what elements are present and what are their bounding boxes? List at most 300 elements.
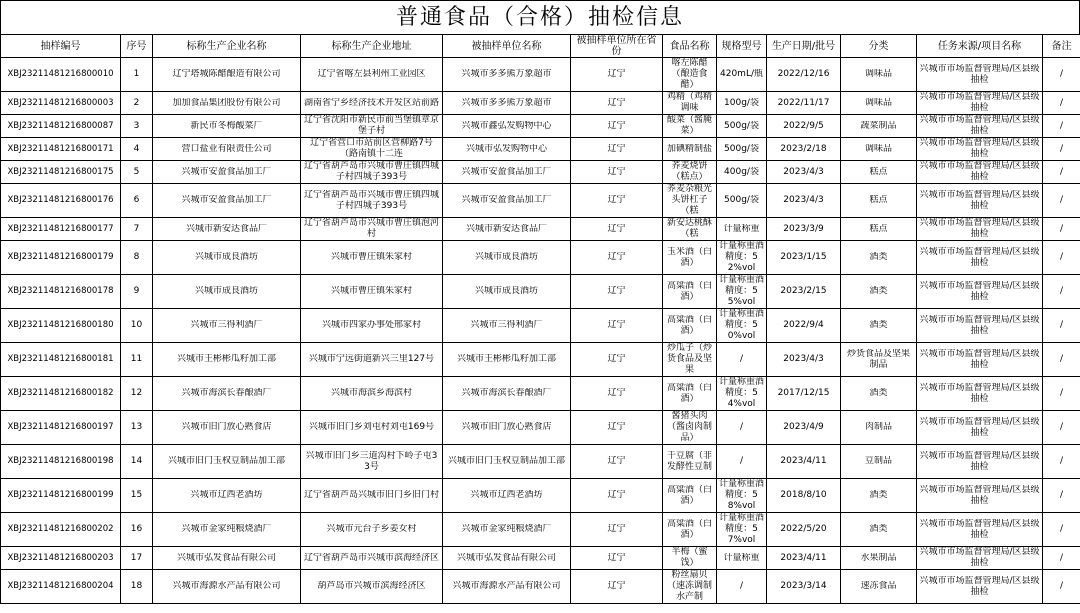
- cell-remarks: [1043, 343, 1080, 377]
- cell-task-source: [917, 161, 1043, 184]
- cell-category: [841, 343, 917, 377]
- cell-text: 辽宁省葫芦岛兴城市旧门乡旧门村: [303, 490, 439, 500]
- cell-sampled-unit-name: [443, 411, 571, 445]
- cell-text: 炒货食品及坚果制品: [846, 348, 910, 370]
- cell-specification: [717, 218, 767, 241]
- cell-food-name: [663, 479, 717, 513]
- cell-serial-no: [121, 377, 153, 411]
- cell-remarks: [1043, 411, 1080, 445]
- cell-sampled-unit-name: [443, 218, 571, 241]
- cell-manufacturer-name: [153, 58, 301, 92]
- cell-text: XBJ23211481216800204: [7, 581, 114, 591]
- cell-text: 兴城市海源水产品有限公司: [452, 581, 561, 591]
- cell-sample-code: [1, 184, 121, 218]
- cell-text: 辽宁: [607, 524, 626, 534]
- cell-text: 10: [130, 320, 143, 330]
- cell-manufacturer-name: [153, 411, 301, 445]
- cell-food-name: [663, 411, 717, 445]
- cell-text: 辽宁塔城陈醋酿造有限公司: [172, 69, 281, 79]
- cell-text: XBJ23211481216800003: [7, 97, 114, 108]
- cell-remarks: [1043, 570, 1080, 604]
- cell-text: 辽宁: [607, 354, 626, 364]
- cell-remarks: [1043, 92, 1080, 115]
- cell-remarks: [1043, 184, 1080, 218]
- cell-sampled-unit-name: [443, 184, 571, 218]
- cell-sampled-unit-name: [443, 58, 571, 92]
- cell-text: 兴城市旧门放心熟食店: [461, 422, 552, 432]
- cell-text: 速冻食品: [860, 581, 897, 591]
- cell-manufacturer-name: [153, 377, 301, 411]
- cell-text: 新安达桃酥（糕: [666, 218, 712, 239]
- cell-task-source: [917, 58, 1043, 92]
- cell-manufacturer-name: [153, 343, 301, 377]
- cell-sampled-unit-province: [571, 445, 663, 479]
- cell-text: XBJ23211481216800197: [7, 422, 114, 432]
- cell-text: /: [1059, 195, 1064, 205]
- cell-text: 辽宁省葫芦岛市兴城市曹庄镇泡河村: [303, 218, 439, 239]
- header-food-name: 食品名称: [663, 35, 717, 58]
- cell-text: 420mL/瓶: [720, 69, 763, 79]
- cell-sampled-unit-province: [571, 138, 663, 161]
- cell-manufacturer-address: [301, 377, 443, 411]
- cell-text: 辽宁: [607, 320, 626, 330]
- cell-serial-no: [121, 275, 153, 309]
- cell-text: /: [1059, 166, 1064, 177]
- cell-text: 加加食品集团股份有限公司: [172, 97, 281, 108]
- cell-sampled-unit-province: [571, 309, 663, 343]
- cell-text: 兴城市市场监督管理局/区县级抽检: [919, 115, 1040, 136]
- cell-food-name: [663, 570, 717, 604]
- cell-serial-no: [121, 445, 153, 479]
- cell-specification: [717, 184, 767, 218]
- cell-sampled-unit-name: [443, 513, 571, 547]
- cell-sampled-unit-province: [571, 275, 663, 309]
- cell-specification: [717, 115, 767, 138]
- cell-task-source: [917, 479, 1043, 513]
- cell-sample-code: [1, 547, 121, 570]
- cell-text: 辽宁: [607, 286, 626, 296]
- cell-remarks: [1043, 309, 1080, 343]
- cell-text: 兴城市弘发购物中心: [465, 143, 547, 154]
- cell-remarks: [1043, 218, 1080, 241]
- cell-text: XBJ23211481216800182: [7, 388, 114, 398]
- cell-text: /: [1059, 422, 1064, 432]
- cell-sampled-unit-province: [571, 547, 663, 570]
- table-row: [1, 275, 1080, 309]
- cell-text: 辽宁: [607, 422, 626, 432]
- cell-text: 酒类: [869, 320, 888, 330]
- cell-food-name: [663, 115, 717, 138]
- cell-specification: [717, 92, 767, 115]
- cell-text: 兴城市市场监督管理局/区县级抽检: [919, 218, 1040, 239]
- cell-text: 酱猪头肉（酱卤肉制品）: [666, 411, 712, 443]
- cell-text: 计量称重: [723, 223, 760, 234]
- cell-text: 兴城市市场监督管理局/区县级抽检: [919, 484, 1040, 506]
- cell-text: 兴城市三得利酒厂: [470, 320, 543, 330]
- cell-text: 兴城市元台子乡姜女村: [326, 524, 417, 534]
- cell-text: /: [739, 581, 744, 591]
- cell-category: [841, 58, 917, 92]
- cell-production-date: [767, 309, 841, 343]
- cell-sample-code: [1, 92, 121, 115]
- cell-category: [841, 377, 917, 411]
- cell-sampled-unit-name: [443, 241, 571, 275]
- cell-manufacturer-name: [153, 570, 301, 604]
- cell-text: 兴城市市场监督管理局/区县级抽检: [919, 92, 1040, 113]
- cell-production-date: [767, 241, 841, 275]
- cell-text: 2023/4/11: [780, 456, 827, 466]
- cell-text: 高粱酒（白酒）: [666, 518, 712, 540]
- cell-text: 糕点: [869, 223, 888, 234]
- cell-category: [841, 115, 917, 138]
- cell-specification: [717, 343, 767, 377]
- cell-text: 高粱酒（白酒）: [666, 314, 712, 336]
- cell-text: /: [1059, 490, 1064, 500]
- cell-text: /: [1059, 456, 1064, 466]
- table-row: [1, 241, 1080, 275]
- cell-manufacturer-name: [153, 138, 301, 161]
- cell-food-name: [663, 275, 717, 309]
- cell-manufacturer-address: [301, 513, 443, 547]
- cell-sampled-unit-name: [443, 275, 571, 309]
- cell-production-date: [767, 92, 841, 115]
- cell-sampled-unit-name: [443, 115, 571, 138]
- cell-food-name: [663, 547, 717, 570]
- cell-manufacturer-address: [301, 309, 443, 343]
- cell-text: 500g/袋: [724, 120, 759, 131]
- cell-text: 兴城市安盈食品加工厂: [461, 166, 552, 177]
- cell-sample-code: [1, 377, 121, 411]
- cell-serial-no: [121, 161, 153, 184]
- cell-text: 兴城市旧门乡刘屯村刘屯169号: [308, 422, 435, 432]
- cell-remarks: [1043, 241, 1080, 275]
- header-specification: 规格型号: [717, 35, 767, 58]
- cell-manufacturer-address: [301, 58, 443, 92]
- cell-text: 辽宁: [607, 490, 626, 500]
- cell-text: 500g/袋: [724, 143, 759, 154]
- cell-text: 兴城市旧门玉权豆制品加工部: [447, 456, 565, 466]
- cell-text: 兴城市成良酒坊: [194, 252, 258, 262]
- cell-manufacturer-address: [301, 343, 443, 377]
- cell-text: 兴城市辽西老酒坊: [190, 490, 263, 500]
- cell-manufacturer-name: [153, 92, 301, 115]
- cell-specification: [717, 570, 767, 604]
- cell-sample-code: [1, 479, 121, 513]
- cell-manufacturer-address: [301, 275, 443, 309]
- cell-food-name: [663, 58, 717, 92]
- cell-sampled-unit-province: [571, 115, 663, 138]
- cell-text: 2018/8/10: [780, 490, 827, 500]
- cell-sampled-unit-province: [571, 161, 663, 184]
- cell-text: 辽宁省葫芦岛市兴城市滨海经济区: [303, 552, 439, 563]
- cell-text: 兴城市市场监督管理局/区县级抽检: [919, 314, 1040, 336]
- table-row: [1, 411, 1080, 445]
- cell-manufacturer-name: [153, 241, 301, 275]
- cell-text: 兴城市成良酒坊: [194, 286, 258, 296]
- cell-manufacturer-address: [301, 241, 443, 275]
- cell-text: 糕点: [869, 195, 888, 205]
- cell-text: 兴城市王彬彬瓜籽加工部: [456, 354, 556, 364]
- cell-text: /: [1059, 143, 1064, 154]
- cell-serial-no: [121, 138, 153, 161]
- cell-text: 调味品: [864, 69, 892, 79]
- cell-text: XBJ23211481216800171: [7, 143, 114, 154]
- cell-text: 水果制品: [860, 552, 897, 563]
- cell-sampled-unit-province: [571, 479, 663, 513]
- cell-sampled-unit-name: [443, 343, 571, 377]
- cell-manufacturer-address: [301, 115, 443, 138]
- table-row: [1, 218, 1080, 241]
- cell-text: 兴城市市场监督管理局/区县级抽检: [919, 161, 1040, 182]
- cell-text: 13: [130, 422, 143, 432]
- cell-text: 兴城市弘发食品有限公司: [456, 552, 556, 563]
- cell-text: 兴城市旧门乡三道沟村下岭子屯33号: [305, 450, 438, 472]
- cell-specification: [717, 411, 767, 445]
- cell-specification: [717, 377, 767, 411]
- cell-text: 干豆腐（非发酵性豆制: [666, 450, 712, 472]
- cell-task-source: [917, 275, 1043, 309]
- cell-sampled-unit-province: [571, 241, 663, 275]
- cell-sample-code: [1, 218, 121, 241]
- cell-specification: [717, 241, 767, 275]
- cell-text: 新民市冬梅酸菜厂: [190, 120, 263, 131]
- cell-serial-no: [121, 58, 153, 92]
- cell-text: 17: [130, 552, 143, 563]
- cell-production-date: [767, 570, 841, 604]
- cell-text: 兴城市市场监督管理局/区县级抽检: [919, 450, 1040, 472]
- cell-production-date: [767, 411, 841, 445]
- cell-sampled-unit-province: [571, 377, 663, 411]
- cell-text: 16: [130, 524, 143, 534]
- header-sample-code: 抽样编号: [1, 35, 121, 58]
- cell-text: 兴城市宁远街道新兴三里127号: [308, 354, 435, 364]
- table-row: [1, 309, 1080, 343]
- cell-task-source: [917, 411, 1043, 445]
- cell-remarks: [1043, 377, 1080, 411]
- cell-remarks: [1043, 513, 1080, 547]
- cell-text: XBJ23211481216800176: [7, 195, 114, 205]
- cell-sample-code: [1, 570, 121, 604]
- cell-sampled-unit-name: [443, 570, 571, 604]
- cell-text: 兴城市安盈食品加工厂: [181, 166, 272, 177]
- cell-manufacturer-name: [153, 309, 301, 343]
- cell-sample-code: [1, 115, 121, 138]
- table-body: [1, 58, 1080, 604]
- table-row: [1, 58, 1080, 92]
- cell-text: 兴城市市场监督管理局/区县级抽检: [919, 189, 1040, 211]
- cell-text: /: [1059, 354, 1064, 364]
- table-row: [1, 570, 1080, 604]
- cell-text: 计量称重: [723, 552, 760, 563]
- cell-serial-no: [121, 218, 153, 241]
- cell-task-source: [917, 309, 1043, 343]
- cell-text: 兴城市新安达食品厂: [465, 223, 547, 234]
- cell-sampled-unit-name: [443, 479, 571, 513]
- cell-production-date: [767, 218, 841, 241]
- cell-category: [841, 138, 917, 161]
- cell-text: 兴城市安盈食品加工厂: [461, 195, 552, 205]
- cell-text: 2023/4/3: [783, 195, 824, 205]
- cell-sample-code: [1, 241, 121, 275]
- cell-text: XBJ23211481216800010: [7, 69, 114, 79]
- cell-text: 调味品: [864, 97, 892, 108]
- cell-text: 兴城市王彬彬瓜籽加工部: [176, 354, 276, 364]
- cell-text: 5: [133, 166, 140, 177]
- cell-food-name: [663, 161, 717, 184]
- cell-task-source: [917, 343, 1043, 377]
- cell-specification: [717, 275, 767, 309]
- cell-text: 炒瓜子（炒货食品及坚果: [666, 343, 712, 375]
- cell-text: 4: [133, 143, 140, 154]
- cell-manufacturer-address: [301, 184, 443, 218]
- cell-text: XBJ23211481216800202: [7, 524, 114, 534]
- cell-sample-code: [1, 161, 121, 184]
- table-row: [1, 445, 1080, 479]
- cell-text: 12: [130, 388, 143, 398]
- cell-category: [841, 275, 917, 309]
- cell-text: 15: [130, 490, 143, 500]
- cell-production-date: [767, 513, 841, 547]
- cell-sampled-unit-name: [443, 547, 571, 570]
- table-row: [1, 161, 1080, 184]
- cell-text: 辽宁省葫芦岛市兴城市曹庄镇四城子村四城子393号: [303, 161, 439, 182]
- cell-food-name: [663, 309, 717, 343]
- header-task-source: 任务来源/项目名称: [917, 35, 1043, 58]
- cell-sampled-unit-name: [443, 309, 571, 343]
- cell-food-name: [663, 343, 717, 377]
- cell-sampled-unit-name: [443, 92, 571, 115]
- cell-specification: [717, 445, 767, 479]
- cell-text: 3: [133, 120, 140, 131]
- cell-text: 鸡精（鸡精调味: [666, 92, 712, 113]
- header-manufacturer-name: 标称生产企业名称: [153, 35, 301, 58]
- cell-text: 豆制品: [864, 456, 892, 466]
- cell-text: 2023/1/15: [780, 252, 827, 262]
- cell-text: /: [1059, 524, 1064, 534]
- cell-sample-code: [1, 275, 121, 309]
- cell-text: 兴城市三得利酒厂: [190, 320, 263, 330]
- cell-sample-code: [1, 343, 121, 377]
- cell-manufacturer-address: [301, 479, 443, 513]
- cell-category: [841, 184, 917, 218]
- cell-text: 500g/袋: [724, 195, 759, 205]
- cell-text: /: [1059, 97, 1064, 108]
- cell-text: /: [739, 456, 744, 466]
- cell-specification: [717, 479, 767, 513]
- cell-text: 11: [130, 354, 143, 364]
- cell-text: 兴城市多多熊万象超市: [461, 69, 552, 79]
- cell-text: 计量称重酒精度：50%vol: [719, 309, 764, 341]
- cell-remarks: [1043, 58, 1080, 92]
- cell-text: 2017/12/15: [777, 388, 830, 398]
- cell-manufacturer-name: [153, 218, 301, 241]
- cell-text: 喀左陈醋（酿造食醋）: [671, 58, 708, 90]
- cell-text: 辽宁: [607, 97, 626, 108]
- cell-specification: [717, 547, 767, 570]
- table-row: [1, 138, 1080, 161]
- cell-category: [841, 547, 917, 570]
- cell-text: 兴城市市场监督管理局/区县级抽检: [919, 348, 1040, 370]
- cell-text: 辽宁: [607, 223, 626, 234]
- cell-production-date: [767, 547, 841, 570]
- cell-text: 蔬菜制品: [860, 120, 897, 131]
- cell-text: 粉丝扇贝（速冻调制水产制: [666, 570, 712, 602]
- cell-text: 兴城市市场监督管理局/区县级抽检: [919, 518, 1040, 540]
- table-row: [1, 343, 1080, 377]
- cell-category: [841, 411, 917, 445]
- cell-serial-no: [121, 92, 153, 115]
- cell-production-date: [767, 161, 841, 184]
- cell-sample-code: [1, 309, 121, 343]
- cell-production-date: [767, 275, 841, 309]
- cell-text: 辽宁: [607, 143, 626, 154]
- header-category: 分类: [841, 35, 917, 58]
- cell-task-source: [917, 241, 1043, 275]
- cell-text: XBJ23211481216800180: [7, 320, 114, 330]
- cell-text: 加碘精制盐: [666, 143, 712, 154]
- cell-text: /: [1059, 552, 1064, 563]
- cell-text: 酒类: [869, 286, 888, 296]
- cell-sampled-unit-province: [571, 411, 663, 445]
- cell-text: 400g/袋: [724, 166, 759, 177]
- cell-text: XBJ23211481216800178: [7, 286, 114, 296]
- cell-category: [841, 445, 917, 479]
- table-row: [1, 513, 1080, 547]
- cell-text: 湖南省宁乡经济技术开发区站前路: [303, 97, 439, 108]
- cell-text: /: [1059, 223, 1064, 234]
- cell-task-source: [917, 445, 1043, 479]
- cell-text: 酒类: [869, 252, 888, 262]
- cell-text: XBJ23211481216800198: [7, 456, 114, 466]
- cell-task-source: [917, 115, 1043, 138]
- cell-sample-code: [1, 411, 121, 445]
- cell-text: 2023/2/18: [780, 143, 827, 154]
- cell-text: 100g/袋: [724, 97, 759, 108]
- cell-serial-no: [121, 411, 153, 445]
- cell-serial-no: [121, 343, 153, 377]
- cell-serial-no: [121, 570, 153, 604]
- cell-manufacturer-address: [301, 218, 443, 241]
- cell-text: 兴城市市场监督管理局/区县级抽检: [919, 63, 1040, 85]
- cell-category: [841, 241, 917, 275]
- cell-text: 兴城市曹庄镇朱家村: [330, 286, 412, 296]
- cell-specification: [717, 513, 767, 547]
- cell-text: 荞麦烧饼（糕点）: [671, 161, 708, 182]
- cell-manufacturer-name: [153, 479, 301, 513]
- cell-text: 计量称重酒精度：58%vol: [719, 479, 764, 511]
- inspection-table: [0, 34, 1080, 604]
- cell-text: 兴城市海源水产品有限公司: [172, 581, 281, 591]
- table-header-row: [1, 35, 1080, 58]
- cell-text: 兴城市安盈食品加工厂: [181, 195, 272, 205]
- cell-text: 2023/3/14: [780, 581, 827, 591]
- cell-manufacturer-address: [301, 411, 443, 445]
- cell-food-name: [663, 377, 717, 411]
- cell-task-source: [917, 138, 1043, 161]
- cell-text: 14: [130, 456, 143, 466]
- cell-text: 兴城市旧门玉权豆制品加工部: [167, 456, 285, 466]
- cell-text: 辽宁: [607, 581, 626, 591]
- cell-text: 荞麦杂粮光头饼杠子（糕: [666, 184, 712, 216]
- cell-text: 高粱酒（白酒）: [666, 382, 712, 404]
- cell-text: XBJ23211481216800199: [7, 490, 114, 500]
- cell-text: 2023/4/9: [783, 422, 824, 432]
- cell-text: 2022/9/5: [783, 120, 824, 131]
- cell-manufacturer-name: [153, 513, 301, 547]
- cell-remarks: [1043, 479, 1080, 513]
- cell-task-source: [917, 570, 1043, 604]
- cell-text: 辽宁: [607, 252, 626, 262]
